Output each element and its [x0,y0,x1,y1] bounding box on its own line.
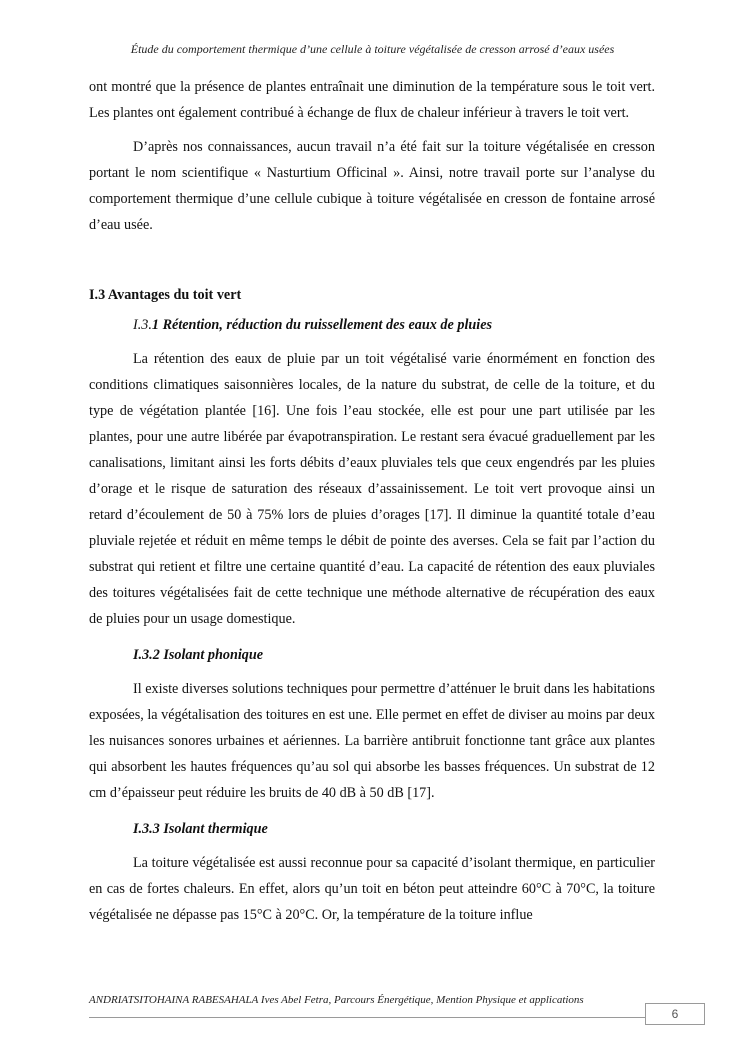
subsection-heading-3: I.3.3 Isolant thermique [133,821,268,837]
footer-divider [89,1017,705,1018]
subsection-heading-1-number: I.3. [133,317,152,333]
running-header: Étude du comportement thermique d’une cellule à toiture végétalisée de cresson arrosé d’eaux usées [130,42,615,56]
subsection-heading-1 [89,312,655,338]
paragraph-retention: La rétention des eaux de pluie par un toit végétalisé varie énormément en fonction des conditions climatiques saisonnières locales, de la nature du substrat, de celle de la toiture, et du type de végétation plantée [16]. Une fois l’eau stockée, elle est pour une part utilisée par les plantes, pour une autre libérée par évapotranspiration. Le restant sera évacué graduellement par les canalisations, limitant ainsi les forts débits d’eaux pluviales tels que ceux engendrés par les pluies d’orage et le risque de saturation des réseaux d’assainissement. Le toit vert provoque ainsi un retard d’écoulement de 50 à 75% lors de pluies d’orages [17]. Il diminue la quantité totale d’eau pluviale rejetée et réduit en même temps le débit de pointe des averses. Cela se fait par l’action du substrat qui retient et filtre une certaine quantité d’eau. La capacité de rétention des eaux pluviales des toitures végétalisées fait de cette technique une méthode alternative de récupération des eaux de pluies pour un usage domestique. [89,351,655,627]
page-number: 6 [645,1003,705,1025]
paragraph-context: D’après nos connaissances, aucun travail n’a été fait sur la toiture végétalisée en cresson portant le nom scientifique « Nasturtium Officinal ». Ainsi, notre travail porte sur l’analyse du comportement thermique d’une cellule cubique à toiture végétalisée en cresson de fontaine arrosé d’eau usée. [89,139,655,233]
footer-author-line: ANDRIATSITOHAINA RABESAHALA Ives Abel Fetra, Parcours Énergétique, Mention Physique et applications [89,994,584,1006]
section-heading: I.3 Avantages du toit vert [89,287,242,303]
paragraph-phonique: Il existe diverses solutions techniques pour permettre d’atténuer le bruit dans les habitations exposées, la végétalisation des toitures en est une. Elle permet en effet de diviser au moins par deux les nuisances sonores urbaines et aériennes. La barrière antibruit fonctionne tant grâce aux plantes qui absorbent les hautes fréquences qu’au sol qui absorbe les basses fréquences. Un substrat de 12 cm d’épaisseur peut réduire les bruits de 40 dB à 50 dB [17]. [89,681,655,801]
subsection-heading-2: I.3.2 Isolant phonique [133,647,264,663]
paragraph-thermique: La toiture végétalisée est aussi reconnue pour sa capacité d’isolant thermique, en particulier en cas de fortes chaleurs. En effet, alors qu’un toit en béton peut atteindre 60°C à 70°C, la toiture végétalisée ne dépasse pas 15°C à 20°C. Or, la température de la toiture influe [89,855,655,923]
paragraph-intro: ont montré que la présence de plantes entraînait une diminution de la température sous le toit vert. Les plantes ont également contribué à échange de flux de chaleur inférieur à travers le toit vert. [89,79,655,121]
subsection-heading-1-title: 1 Rétention, réduction du ruissellement des eaux de pluies [151,317,493,333]
page-body [89,74,655,928]
